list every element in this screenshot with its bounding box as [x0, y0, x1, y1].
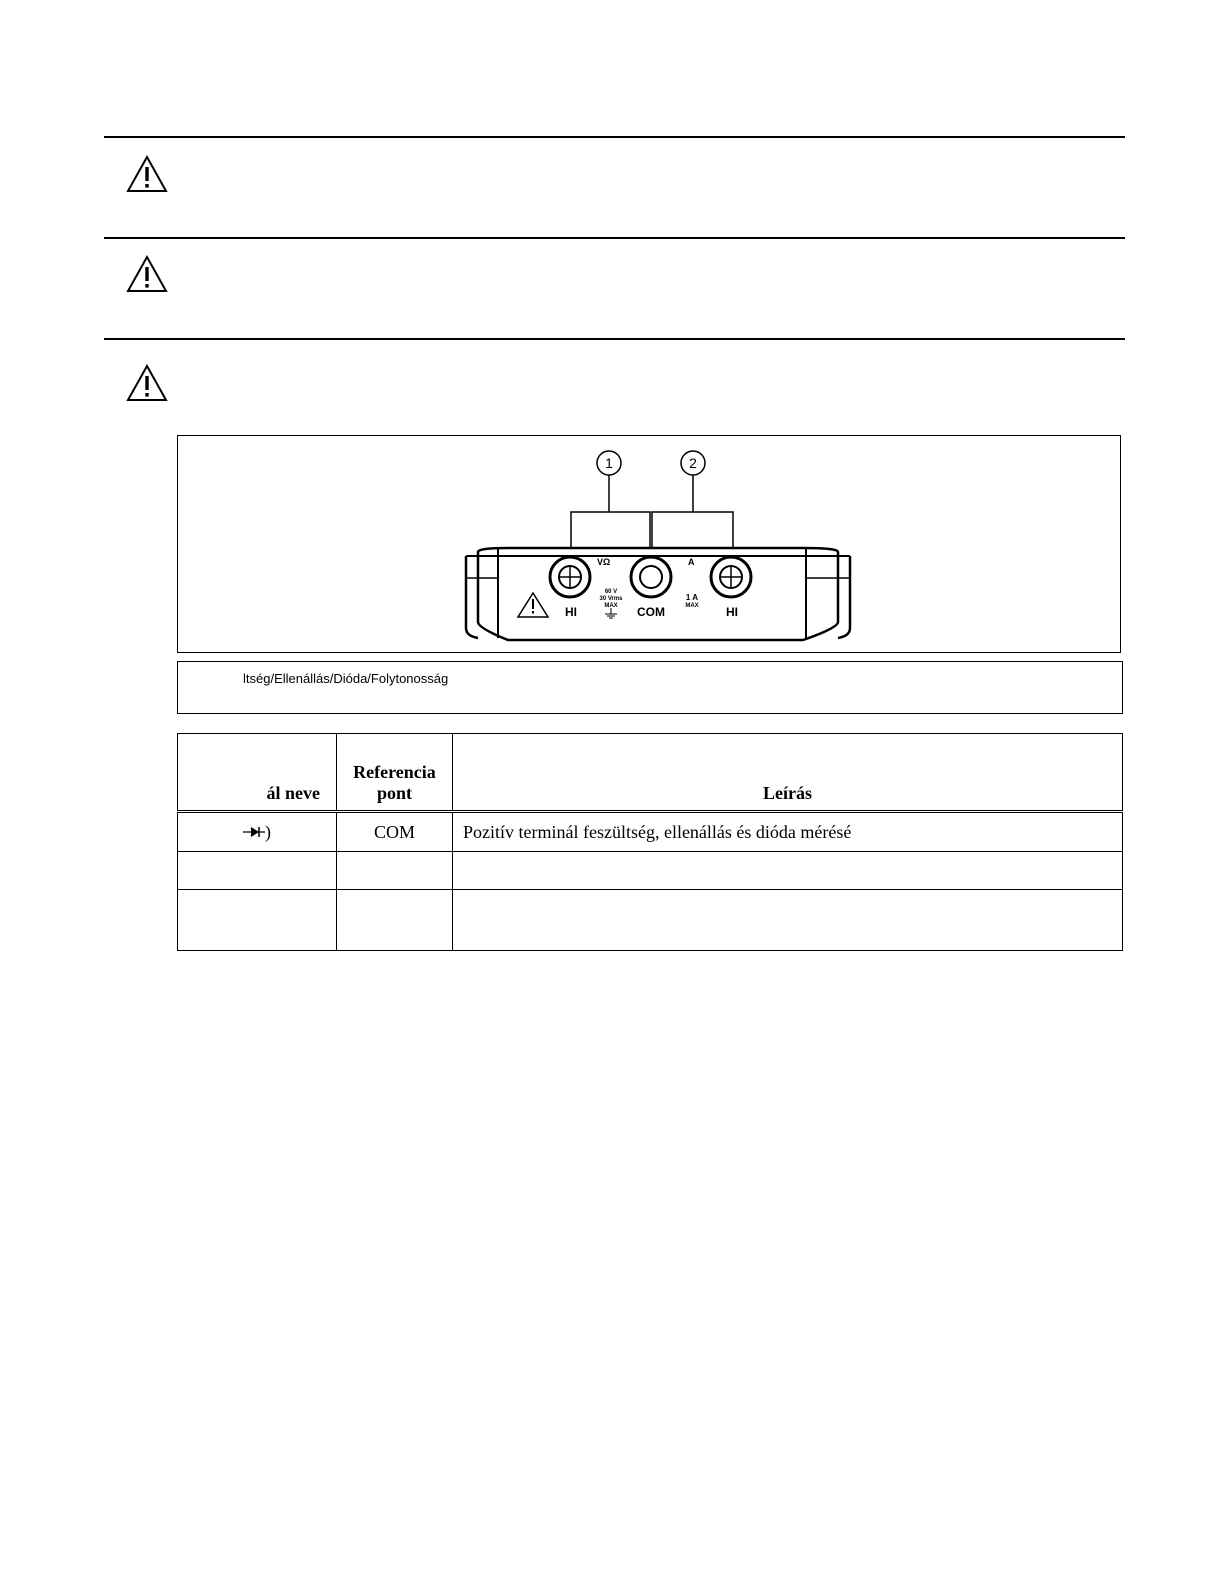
- multimeter-terminal-diagram: [178, 436, 1122, 654]
- label-amps: A: [688, 557, 695, 567]
- terminal-name-suffix: ): [265, 821, 271, 842]
- callout-2: 2: [689, 455, 697, 471]
- terminal-table: [177, 733, 1123, 951]
- divider-2: [104, 237, 1125, 239]
- table-header-row: [178, 734, 1123, 812]
- reference-cell: [337, 852, 453, 890]
- header-reference-line2: pont: [376, 783, 412, 803]
- terminal-name-cell: [178, 852, 337, 890]
- callout-1: 1: [605, 455, 613, 471]
- legend-item-1: ltség/Ellenállás/Dióda/Folytonosság: [243, 671, 449, 686]
- table-row: [178, 890, 1123, 951]
- label-hi-right: HI: [726, 605, 738, 619]
- terminal-name-cell: [178, 890, 337, 951]
- figure-legend: [177, 661, 1123, 714]
- label-com: COM: [637, 605, 665, 619]
- label-v-ohm: VΩ: [597, 557, 611, 567]
- terminal-figure: [177, 435, 1121, 653]
- description-cell: [453, 852, 1123, 890]
- label-rating-max: MAX: [604, 603, 618, 609]
- divider-3: [104, 338, 1125, 340]
- label-rating-1a-max: MAX: [685, 603, 699, 609]
- header-terminal-name: ál neve: [178, 734, 337, 812]
- header-reference-line1: Referencia: [353, 762, 436, 782]
- diode-icon: [243, 825, 265, 839]
- header-reference: [337, 734, 453, 812]
- label-rating-1a: 1 A: [685, 593, 699, 602]
- warning-icon: [126, 364, 168, 402]
- description-cell: [453, 890, 1123, 951]
- label-rating-30vrms: 30 Vrms: [599, 596, 623, 602]
- reference-cell: [337, 890, 453, 951]
- divider-1: [104, 136, 1125, 138]
- label-hi-left: HI: [565, 605, 577, 619]
- header-description: Leírás: [453, 734, 1123, 812]
- description-cell: Pozitív terminál feszültség, ellenállás és dióda mérésé: [453, 812, 1123, 852]
- table-row: [178, 812, 1123, 852]
- terminal-name-cell: [178, 812, 337, 852]
- table-row: [178, 852, 1123, 890]
- warning-icon: [126, 255, 168, 293]
- warning-icon: [126, 155, 168, 193]
- label-rating-60v: 60 V: [604, 589, 618, 595]
- reference-cell: COM: [337, 812, 453, 852]
